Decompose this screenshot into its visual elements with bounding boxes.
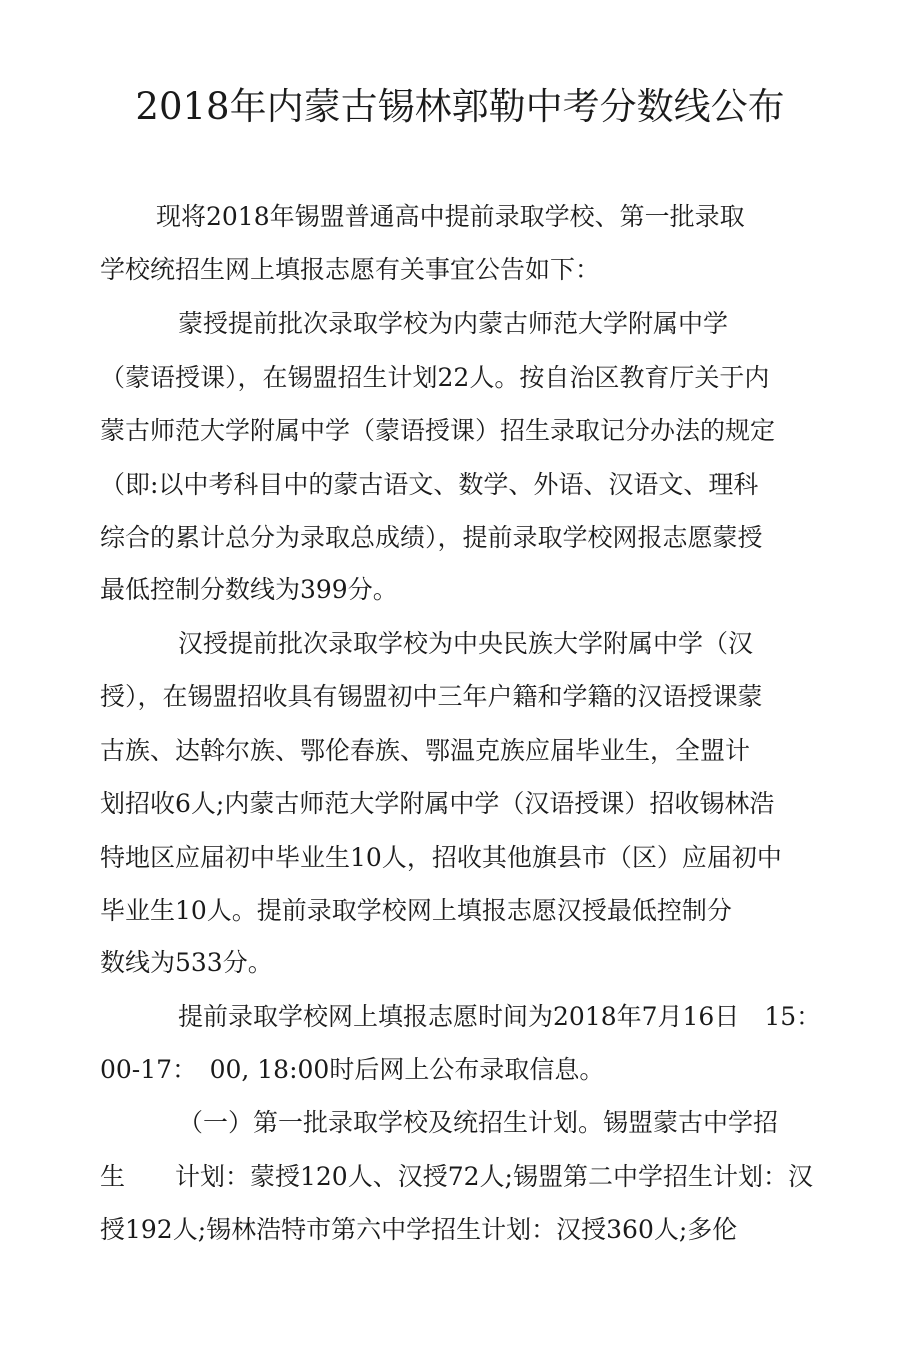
paragraph-line: 学校统招生网上填报志愿有关事宜公告如下： <box>100 255 601 284</box>
paragraph-line: 授），在锡盟招收具有锡盟初中三年户籍和学籍的汉语授课蒙 <box>100 682 763 711</box>
paragraph-line: （蒙语授课），在锡盟招生计划22人。按自治区教育厅关于内 <box>100 363 770 392</box>
paragraph-line: （一）第一批录取学校及统招生计划。锡盟蒙古中学招 <box>178 1108 779 1137</box>
paragraph-line: 划招收6人;内蒙古师范大学附属中学（汉语授课）招收锡林浩 <box>100 789 775 818</box>
paragraph-line: 毕业生10人。提前录取学校网上填报志愿汉授最低控制分 <box>100 896 732 925</box>
paragraph-line: 特地区应届初中毕业生10人，招收其他旗县市（区）应届初中 <box>100 843 782 872</box>
paragraph-line: 00-17： 00, 18:00时后网上公布录取信息。 <box>100 1055 605 1084</box>
paragraph-line: 提前录取学校网上填报志愿时间为2018年7月16日 15： <box>178 1002 822 1031</box>
paragraph-line: （即:以中考科目中的蒙古语文、数学、外语、汉语文、理科 <box>100 470 759 499</box>
paragraph-line: 最低控制分数线为399分。 <box>100 575 398 604</box>
paragraph-line: 古族、达斡尔族、鄂伦春族、鄂温克族应届毕业生，全盟计 <box>100 736 751 765</box>
paragraph-line: 数线为533分。 <box>100 948 273 977</box>
document-title: 2018年内蒙古锡林郭勒中考分数线公布 <box>135 85 785 128</box>
paragraph-line: 授192人;锡林浩特市第六中学招生计划：汉授360人;多伦 <box>100 1215 738 1244</box>
paragraph-line: 蒙授提前批次录取学校为内蒙古师范大学附属中学 <box>178 309 729 338</box>
paragraph-line: 蒙古师范大学附属中学（蒙语授课）招生录取记分办法的规定 <box>100 416 776 445</box>
paragraph-line: 综合的累计总分为录取总成绩），提前录取学校网报志愿蒙授 <box>100 523 763 552</box>
paragraph-line: 汉授提前批次录取学校为中央民族大学附属中学（汉 <box>178 629 754 658</box>
paragraph-line: 生 计划：蒙授120人、汉授72人;锡盟第二中学招生计划：汉 <box>100 1162 813 1191</box>
paragraph-line: 现将2018年锡盟普通高中提前录取学校、第一批录取 <box>156 202 745 231</box>
